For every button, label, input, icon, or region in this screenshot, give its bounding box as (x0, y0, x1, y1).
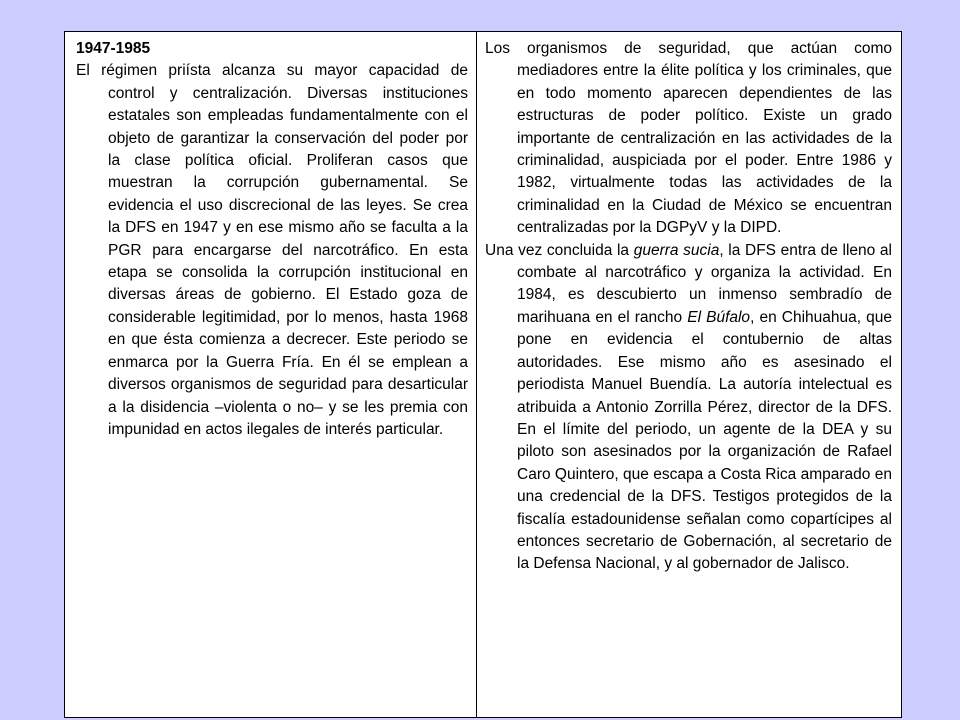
comparison-table (64, 31, 902, 718)
text-segment: , la DFS entra de lleno al combate al narcotráfico y organiza la actividad. En 1984, es descubierto un inmenso sembradío de marihuana en el rancho (517, 241, 892, 326)
italic-term: guerra sucia (633, 241, 720, 259)
security-organisms-paragraph: Los organismos de seguridad, que actúan como mediadores entre la élite política y los criminales, que en todo momento aparecen dependientes de las estructuras de poder político. Existe un grado importante de centralización en las actividades de la criminalidad, auspiciada por el poder. Entre 1986 y 1982, virtualmente todas las actividades de la criminalidad en la Ciudad de México se encuentran centralizadas por la DGPyV y la DIPD. (485, 40, 892, 237)
table-cell-right (477, 32, 901, 717)
table-cell-left (65, 32, 477, 717)
italic-term: El Búfalo (687, 308, 751, 326)
period-heading: 1947-1985 (76, 40, 151, 57)
text-segment: Una vez concluida la (485, 241, 634, 259)
period-description: El régimen priísta alcanza su mayor capacidad de control y centralización. Diversas instituciones estatales son empleadas fundamentalmente con el objeto de garantizar la conservación del poder por la clase política oficial. Proliferan casos que muestran la corrupción gubernamental. Se evidencia el uso discrecional de las leyes. Se crea la DFS en 1947 y en ese mismo año se faculta a la PGR para encargarse del narcotráfico. En esta etapa se consolida la corrupción institucional en diversas áreas de gobierno. El Estado goza de considerable legitimidad, por lo menos, hasta 1968 en que ésta comienza a decrecer. Este periodo se enmarca por la Guerra Fría. En él se emplean a diversos organismos de seguridad para desarticular a la disidencia –violenta o no– y se les premia con impunidad en actos ilegales de interés particular. (76, 62, 468, 438)
dirty-war-paragraph (485, 240, 892, 576)
text-segment: , en Chihuahua, que pone en evidencia el contubernio de altas autoridades. Ese mismo año es asesinado el periodista Manuel Buendía. La autoría intelectual es atribuida a Antonio Zorrilla Pérez, director de la DFS. En el límite del periodo, un agente de la DEA y su piloto son asesinados por la organización de Rafael Caro Quintero, que escapa a Costa Rica amparado en una credencial de la DFS. Testigos protegidos de la fiscalía estadounidense señalan como copartícipes al entonces secretario de Gobernación, al secretario de la Defensa Nacional, y al gobernador de Jalisco. (517, 308, 892, 573)
